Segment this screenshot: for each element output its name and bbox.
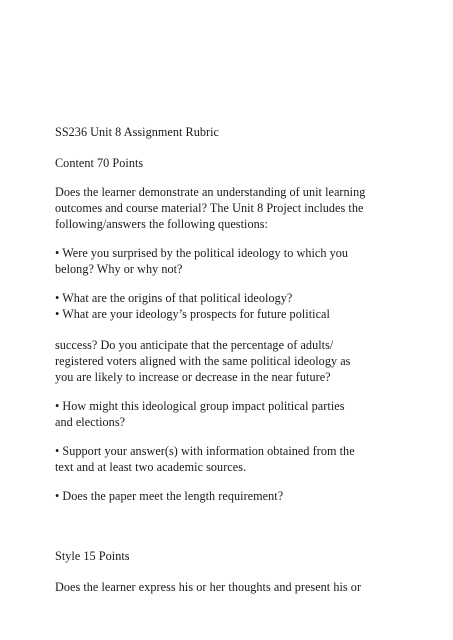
intro-line-3: following/answers the following questions:: [55, 217, 268, 231]
bullet-impact-line-1: • How might this ideological group impact political parties: [55, 399, 345, 413]
bullet-surprised-line-2: belong? Why or why not?: [55, 262, 183, 276]
style-heading: Style 15 Points: [55, 549, 130, 563]
document-title: SS236 Unit 8 Assignment Rubric: [55, 125, 220, 139]
intro-line-1: Does the learner demonstrate an understanding of unit learning: [55, 185, 366, 199]
intro-line-2: outcomes and course material? The Unit 8 Project includes the: [55, 201, 364, 215]
bullet-impact-line-2: and elections?: [55, 415, 126, 429]
bullet-origins: • What are the origins of that political ideology?: [55, 291, 293, 305]
style-intro-line: Does the learner express his or her thoughts and present his or: [55, 580, 362, 594]
bullet-support-line-2: text and at least two academic sources.: [55, 460, 247, 474]
prospects-line-3: registered voters aligned with the same political ideology as: [55, 354, 351, 368]
prospects-line-4: you are likely to increase or decrease in the near future?: [55, 370, 331, 384]
content-heading: Content 70 Points: [55, 156, 144, 170]
bullet-support-line-1: • Support your answer(s) with information obtained from the: [55, 444, 355, 458]
bullet-prospects: • What are your ideology’s prospects for future political: [55, 307, 330, 321]
bullet-length: • Does the paper meet the length requirement?: [55, 489, 284, 503]
bullet-surprised-line-1: • Were you surprised by the political ideology to which you: [55, 246, 349, 260]
prospects-line-2: success? Do you anticipate that the percentage of adults/: [55, 338, 334, 352]
